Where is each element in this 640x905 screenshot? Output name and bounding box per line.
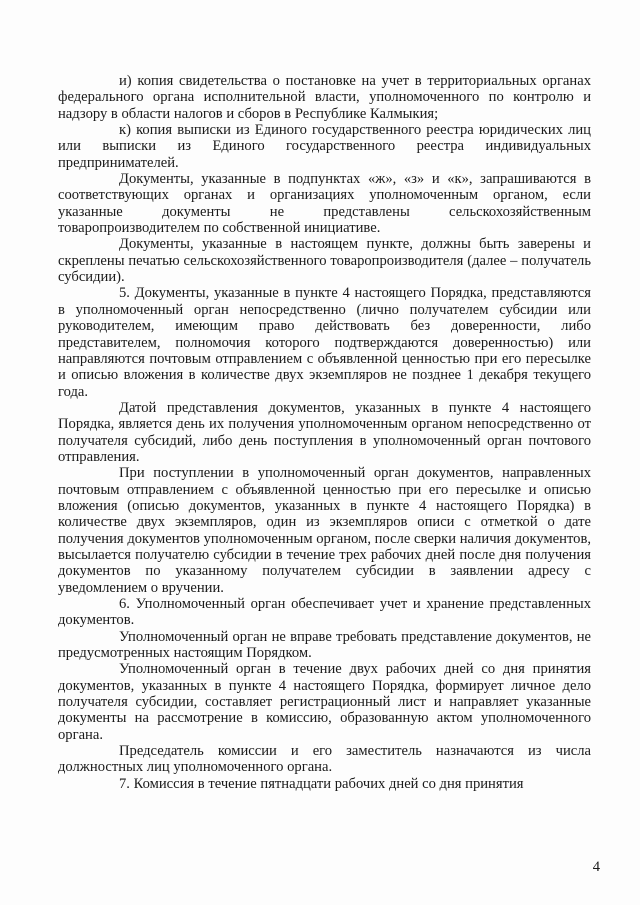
document-body [58, 73, 591, 792]
paragraph-postal-receipt: При поступлении в уполномоченный орган документов, направленных почтовым отправлением с объявленной ценностью при его пересылке и описью вложения (описью документов, указанных в пункте 4 настоящего Порядка) в количестве двух экземпляров, один из экземпляров описи с отметкой о дате получения документов уполномоченным органом, после сверки наличия документов, высылается получателю субсидии в течение трех рабочих дней после дня получения документов по указанному получателем субсидии в заявлении адресу с уведомлением о вручении. [58, 465, 591, 596]
paragraph-clause-6: 6. Уполномоченный орган обеспечивает учет и хранение представленных документов. [58, 596, 591, 629]
paragraph-clause-7: 7. Комиссия в течение пятнадцати рабочих дней со дня принятия [119, 775, 524, 792]
paragraph-clause-5: 5. Документы, указанные в пункте 4 настоящего Порядка, представляются в уполномоченный орган непосредственно (лично получателем субсидии или руководителем, имеющим право действовать без доверенности, либо представителем, полномочия которого подтверждаются доверенностью) или направляются почтовым отправлением с объявленной ценностью при его пересылке и описью вложения в количестве двух экземпляров не позднее 1 декабря текущего года. [58, 285, 591, 400]
paragraph-submission-date: Датой представления документов, указанных в пункте 4 настоящего Порядка, является день их получения уполномоченным органом непосредственно от получателя субсидий, либо день поступления в уполномоченный орган почтового отправления. [58, 399, 591, 465]
paragraph-requested-documents: Документы, указанные в подпунктах «ж», «з» и «к», запрашиваются в соответствующих органах и организациях уполномоченным органом, если указанные документы не представлены сельскохозяйственным товаропроизводителем по собственной инициативе. [58, 171, 591, 237]
paragraph-item-k: к) копия выписки из Единого государственного реестра юридических лиц или выписки из Единого государственного реестра индивидуальных предпринимателей. [58, 122, 591, 171]
page-number: 4 [592, 859, 600, 875]
paragraph-personal-file: Уполномоченный орган в течение двух рабочих дней со дня принятия документов, указанных в пункте 4 настоящего Порядка, формирует личное дело получателя субсидии, составляет регистрационный лист и направляет указанные документы на рассмотрение в комиссию, образованную актом уполномоченного органа. [58, 661, 591, 743]
paragraph-item-i: и) копия свидетельства о постановке на учет в территориальных органах федерального органа исполнительной власти, уполномоченного по контролю и надзору в области налогов и сборов в Республике Калмыкия; [58, 73, 591, 122]
paragraph-no-extra-documents: Уполномоченный орган не вправе требовать представление документов, не предусмотренных настоящим Порядком. [58, 628, 591, 662]
paragraph-certification: Документы, указанные в настоящем пункте, должны быть заверены и скреплены печатью сельскохозяйственного товаропроизводителя (далее – получатель субсидии). [58, 236, 591, 286]
paragraph-commission-chair: Председатель комиссии и его заместитель назначаются из числа должностных лиц уполномоченного органа. [58, 743, 591, 776]
